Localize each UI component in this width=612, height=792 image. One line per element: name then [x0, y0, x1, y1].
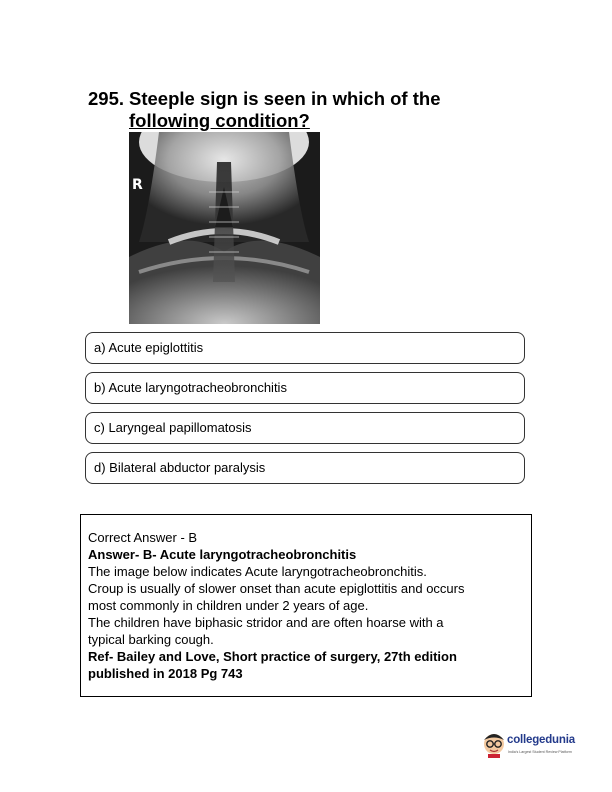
question-number: 295. — [88, 88, 125, 109]
option-c[interactable]: c) Laryngeal papillomatosis — [85, 412, 525, 444]
question-text — [129, 88, 509, 132]
option-a[interactable]: a) Acute epiglottitis — [85, 332, 525, 364]
option-b[interactable]: b) Acute laryngotracheobronchitis — [85, 372, 525, 404]
reference-line-1: Ref- Bailey and Love, Short practice of surgery, 27th edition — [88, 649, 457, 664]
question-line-1: Steeple sign is seen in which of the — [129, 88, 441, 109]
option-d[interactable]: d) Bilateral abductor paralysis — [85, 452, 525, 484]
explanation-line: most commonly in children under 2 years of age. — [88, 598, 369, 613]
brand-name: collegedunia — [507, 734, 575, 746]
reference-line-2: published in 2018 Pg 743 — [88, 666, 243, 681]
mascot-icon — [480, 728, 508, 758]
correct-answer: Correct Answer - B — [88, 530, 198, 545]
explanation-line: typical barking cough. — [88, 632, 214, 647]
explanation-line: Croup is usually of slower onset than acute epiglottitis and occurs — [88, 581, 465, 596]
explanation-line: The children have biphasic stridor and are often hoarse with a — [88, 615, 444, 630]
xray-illustration — [129, 132, 320, 324]
answer-explanation-box — [80, 514, 532, 697]
xray-side-marker: R — [132, 177, 143, 193]
xray-image — [129, 132, 320, 324]
explanation-line: The image below indicates Acute laryngotracheobronchitis. — [88, 564, 427, 579]
collegedunia-logo — [480, 728, 595, 760]
question-line-2: following condition? — [129, 110, 310, 131]
brand-tagline: India's Largest Student Review Platform — [508, 750, 572, 754]
answer-heading: Answer- B- Acute laryngotracheobronchitis — [88, 547, 357, 562]
